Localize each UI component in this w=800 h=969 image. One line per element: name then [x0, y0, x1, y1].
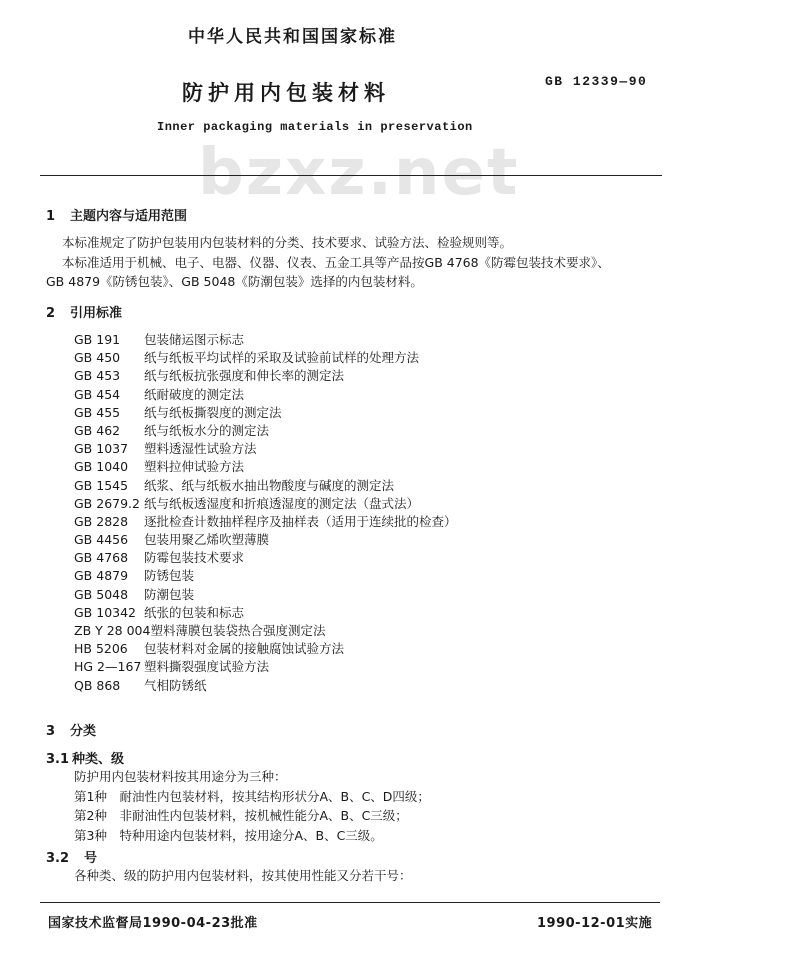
reference-code: ZB Y 28 004 — [74, 623, 151, 638]
reference-code: GB 455 — [74, 404, 121, 420]
reference-title: 塑料薄膜包装袋热合强度测定法 — [150, 623, 326, 638]
reference-item — [74, 677, 457, 695]
reference-title: 纸浆、纸与纸板水抽出物酸度与碱度的测定法 — [144, 477, 395, 493]
reference-item — [74, 349, 457, 367]
section-2-heading — [46, 302, 122, 321]
english-title: Inner packaging materials in preservation — [157, 120, 473, 134]
section-3-heading — [46, 720, 96, 739]
section-number: 3.2 — [46, 851, 70, 866]
reference-code: GB 191 — [74, 332, 121, 347]
reference-title: 纸与纸板水分的测定法 — [144, 422, 270, 438]
reference-item — [74, 331, 457, 349]
reference-item — [74, 622, 457, 640]
reference-item — [74, 477, 457, 495]
reference-code: GB 2679.2 — [74, 495, 140, 511]
reference-title: 纸与纸板抗张强度和伸长率的测定法 — [144, 368, 345, 384]
reference-code: GB 1040 — [74, 459, 129, 475]
reference-code: GB 450 — [74, 350, 121, 366]
reference-item — [74, 640, 457, 658]
section-number: 3.1 — [46, 752, 70, 767]
reference-title: 气相防锈纸 — [144, 677, 207, 693]
reference-title: 防潮包装 — [144, 586, 195, 602]
reference-item — [74, 386, 457, 404]
reference-code: GB 453 — [74, 368, 121, 384]
reference-item — [74, 422, 457, 440]
reference-code: GB 462 — [74, 422, 121, 438]
reference-title: 塑料拉伸试验方法 — [144, 459, 245, 475]
reference-item — [74, 367, 457, 385]
section-1-heading — [46, 205, 187, 224]
reference-title: 包装用聚乙烯吹塑薄膜 — [144, 532, 270, 548]
reference-item — [74, 404, 457, 422]
reference-title: 包装材料对金属的接触腐蚀试验方法 — [144, 641, 345, 657]
reference-code: GB 4456 — [74, 532, 129, 548]
standard-number: GB 12339—90 — [545, 74, 648, 89]
section-number: 3 — [46, 724, 56, 739]
section-title: 引用标准 — [70, 306, 123, 321]
section-title: 种类、级 — [72, 752, 125, 767]
reference-item — [74, 495, 457, 513]
reference-code: GB 4879 — [74, 568, 129, 584]
reference-title: 防霉包装技术要求 — [144, 550, 245, 566]
section-3-1-intro: 防护用内包装材料按其用途分为三种： — [74, 769, 287, 784]
category-item: 第2种 非耐油性内包装材料，按机械性能分A、B、C三级； — [74, 808, 408, 823]
reference-code: GB 5048 — [74, 586, 129, 602]
reference-item — [74, 549, 457, 567]
reference-item — [74, 440, 457, 458]
reference-code: GB 10342 — [74, 604, 136, 620]
section-title: 主题内容与适用范围 — [70, 209, 188, 224]
reference-item — [74, 513, 457, 531]
section-number: 2 — [46, 306, 56, 321]
section-3-2-heading — [46, 847, 97, 866]
reference-title: 塑料撕裂强度试验方法 — [144, 659, 270, 675]
reference-code: GB 1037 — [74, 441, 129, 457]
reference-title: 塑料透湿性试验方法 — [144, 441, 257, 457]
reference-title: 逐批检查计数抽样程序及抽样表（适用于连续批的检查） — [144, 513, 457, 529]
reference-title: 纸与纸板透湿度和折痕透湿度的测定法（盘式法） — [144, 495, 420, 511]
reference-code: GB 1545 — [74, 477, 129, 493]
section-3-1-heading — [46, 748, 124, 767]
reference-title: 包装储运图示标志 — [144, 332, 245, 347]
section-number: 1 — [46, 209, 56, 224]
reference-item — [74, 458, 457, 476]
reference-code: GB 4768 — [74, 550, 129, 566]
section-1-paragraph-2-line-1: 本标准适用于机械、电子、电器、仪器、仪表、五金工具等产品按GB 4768《防霉包装技术要求》、 — [62, 255, 610, 270]
document-title: 防护用内包装材料 — [182, 81, 390, 105]
reference-item — [74, 567, 457, 585]
footer-divider — [40, 902, 660, 903]
section-title: 分类 — [70, 724, 97, 739]
reference-code: GB 2828 — [74, 513, 129, 529]
header-divider — [40, 175, 662, 176]
reference-code: QB 868 — [74, 677, 121, 693]
implementation-date: 1990-12-01实施 — [537, 916, 653, 931]
reference-item — [74, 658, 457, 676]
reference-title: 防锈包装 — [144, 568, 195, 584]
reference-title: 纸与纸板平均试样的采取及试验前试样的处理方法 — [144, 350, 420, 366]
section-1-paragraph-1: 本标准规定了防护包装用内包装材料的分类、技术要求、试验方法、检验规则等。 — [62, 235, 513, 250]
reference-title: 纸张的包装和标志 — [144, 604, 245, 620]
reference-code: HG 2—167 — [74, 659, 142, 675]
reference-item — [74, 586, 457, 604]
category-item: 第1种 耐油性内包装材料，按其结构形状分A、B、C、D四级； — [74, 789, 430, 804]
category-item: 第3种 特种用途内包装材料，按用途分A、B、C三级。 — [74, 828, 383, 843]
national-standard-heading: 中华人民共和国国家标准 — [188, 27, 397, 47]
referenced-standards-list — [74, 331, 457, 695]
approval-date: 国家技术监督局1990-04-23批准 — [48, 916, 258, 931]
reference-title: 纸耐破度的测定法 — [144, 386, 245, 402]
section-title: 号 — [84, 851, 98, 866]
watermark-text: bzxz.net — [198, 136, 520, 210]
reference-title: 纸与纸板撕裂度的测定法 — [144, 404, 282, 420]
reference-item — [74, 604, 457, 622]
section-3-2-text: 各种类、级的防护用内包装材料，按其使用性能又分若干号： — [74, 868, 412, 883]
reference-item — [74, 531, 457, 549]
reference-code: GB 454 — [74, 386, 121, 402]
reference-code: HB 5206 — [74, 641, 128, 657]
section-1-paragraph-2-line-2: GB 4879《防锈包装》、GB 5048《防潮包装》选择的内包装材料。 — [46, 274, 423, 289]
